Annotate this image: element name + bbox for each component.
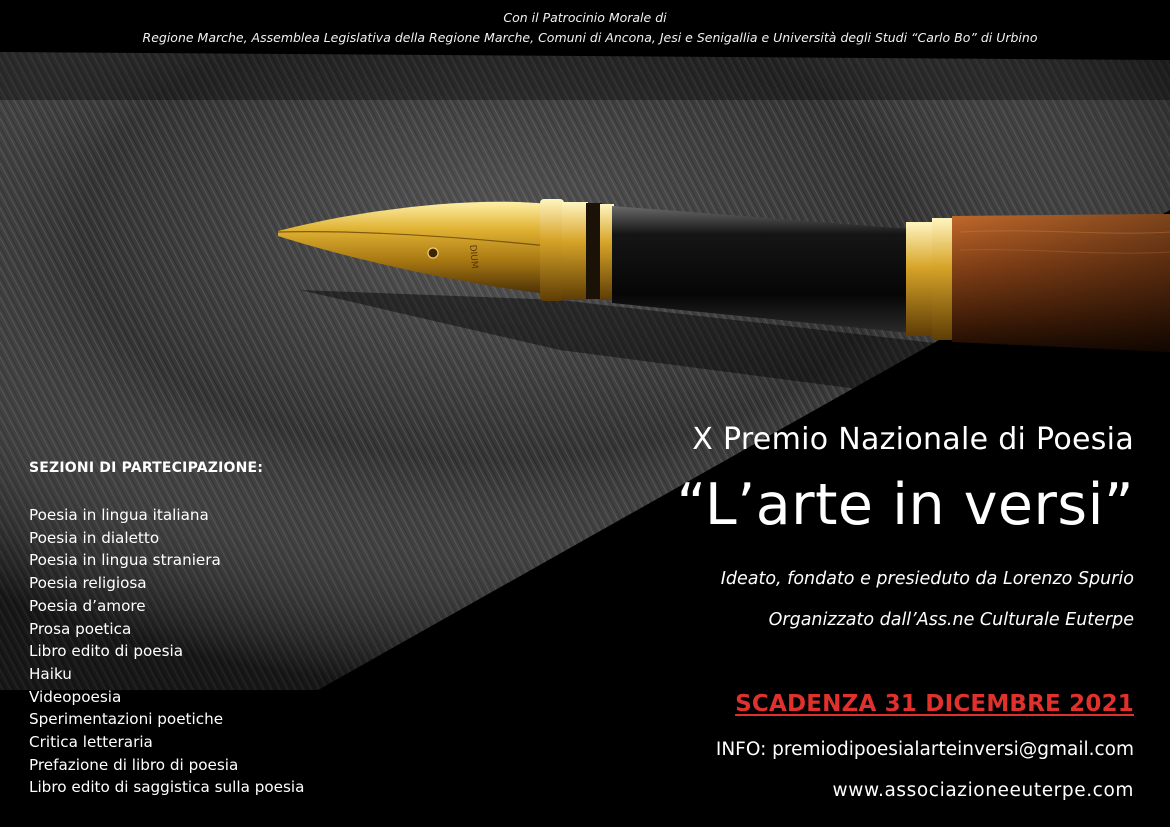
patronage-intro: Con il Patrocinio Morale di — [503, 10, 667, 25]
participation-sections — [29, 460, 304, 799]
section-item: Prefazione di libro di poesia — [29, 755, 239, 774]
section-item: Poesia d’amore — [29, 596, 146, 615]
patronage-header — [0, 8, 1170, 48]
section-item: Prosa poetica — [29, 619, 132, 638]
award-title: “L’arte in versi” — [676, 472, 1134, 538]
founder-line: Ideato, fondato e presieduto da Lorenzo Spurio — [720, 569, 1134, 589]
patronage-entities: Regione Marche, Assemblea Legislativa della Regione Marche, Comuni di Ancona, Jesi e Senigallia e Università degli Studi “Carlo Bo” di Urbino — [142, 30, 1038, 45]
organizer-line: Organizzato dall’Ass.ne Culturale Euterpe — [768, 610, 1134, 630]
section-item: Libro edito di poesia — [29, 642, 184, 661]
deadline-banner: SCADENZA 31 DICEMBRE 2021 — [735, 691, 1134, 717]
section-item: Poesia in lingua italiana — [29, 506, 209, 524]
sections-list — [29, 504, 304, 799]
section-item: Poesia religiosa — [29, 574, 147, 593]
contact-email[interactable]: INFO: premiodipoesialarteinversi@gmail.com — [715, 739, 1134, 760]
award-edition: X Premio Nazionale di Poesia — [692, 422, 1134, 457]
website-link[interactable]: www.associazioneeuterpe.com — [832, 780, 1134, 801]
section-item: Haiku — [29, 664, 72, 683]
nib-imprint: DIUM — [467, 244, 480, 270]
section-item: Critica letteraria — [29, 733, 153, 752]
section-item: Poesia in lingua straniera — [29, 551, 221, 570]
section-item: Videopoesia — [29, 687, 122, 706]
section-item: Sperimentazioni poetiche — [29, 710, 224, 729]
sections-title: SEZIONI DI PARTECIPAZIONE: — [29, 460, 264, 476]
section-item: Poesia in dialetto — [29, 528, 160, 547]
section-item: Libro edito di saggistica sulla poesia — [29, 778, 305, 797]
